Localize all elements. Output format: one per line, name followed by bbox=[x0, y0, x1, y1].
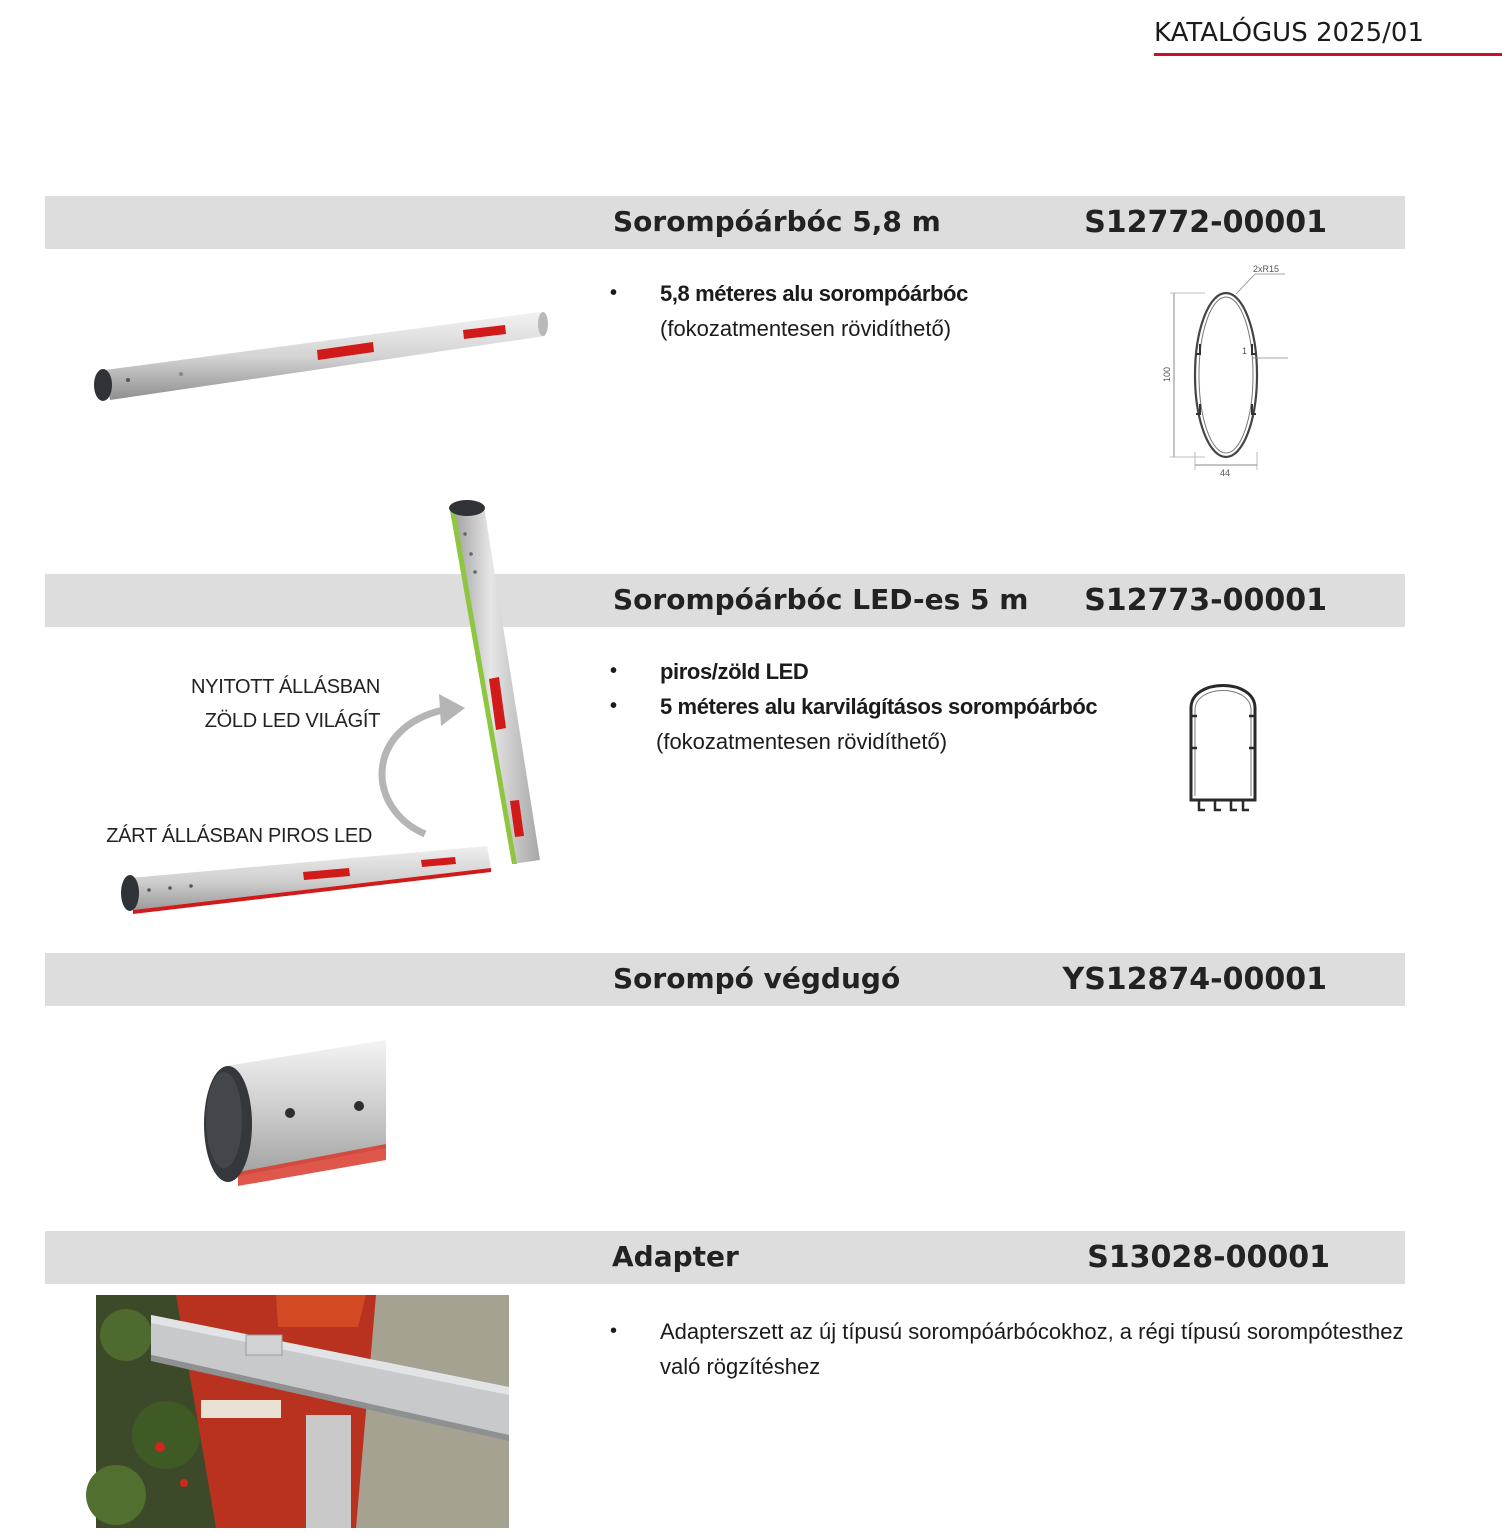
feature-item: • Adapterszett az új típusú sorompóárbócokhoz, a régi típusú sorompótesthez való rögzítéshez bbox=[610, 1314, 1404, 1384]
open-callout-line1: NYITOTT ÁLLÁSBAN bbox=[191, 676, 380, 698]
product-name: Sorompóárbóc 5,8 m bbox=[613, 205, 941, 238]
product-name: Sorompóárbóc LED-es 5 m bbox=[613, 583, 1029, 616]
boom-image-1 bbox=[85, 300, 565, 420]
feature-item: • 5 méteres alu karvilágításos sorompóárbóc (fokozatmentesen rövidíthető) bbox=[610, 689, 1097, 759]
profile-drawing-oval bbox=[1160, 262, 1300, 482]
product-code: YS12874-00001 bbox=[1062, 962, 1327, 997]
profile-drawing-led bbox=[1185, 668, 1265, 814]
feature-subtext: való rögzítéshez bbox=[660, 1354, 821, 1379]
open-callout-line2: ZÖLD LED VILÁGÍT bbox=[204, 710, 380, 732]
led-boom-closed-image bbox=[115, 838, 505, 928]
end-cap-image bbox=[198, 1036, 388, 1196]
rotation-arrow-icon bbox=[365, 688, 475, 838]
feature-subtext: (fokozatmentesen rövidíthető) bbox=[660, 316, 952, 341]
drawing-height-label: 100 bbox=[1162, 366, 1172, 382]
feature-subtext: (fokozatmentesen rövidíthető) bbox=[656, 729, 948, 754]
adapter-photo bbox=[96, 1295, 509, 1528]
catalog-label: KATALÓGUS 2025/01 bbox=[1154, 18, 1424, 48]
product-code: S13028-00001 bbox=[1087, 1240, 1330, 1275]
feature-list-2 bbox=[610, 654, 1097, 759]
product-code: S12773-00001 bbox=[1084, 583, 1327, 618]
drawing-width-label: 44 bbox=[1220, 468, 1231, 478]
feature-item: • 5,8 méteres alu sorompóárbóc (fokozatmentesen rövidíthető) bbox=[610, 276, 968, 346]
product-name: Sorompó végdugó bbox=[613, 962, 901, 995]
product-header-2 bbox=[45, 574, 1405, 627]
drawing-radius-label: 2xR15 bbox=[1253, 264, 1280, 274]
product-code: S12772-00001 bbox=[1084, 205, 1327, 240]
feature-item: • piros/zöld LED bbox=[610, 654, 1097, 689]
product-header-3 bbox=[45, 953, 1405, 1006]
product-header-1 bbox=[45, 196, 1405, 249]
feature-list-4 bbox=[610, 1314, 1404, 1384]
drawing-wall-label: 1 bbox=[1242, 346, 1248, 356]
product-header-4 bbox=[45, 1231, 1405, 1284]
feature-list-1 bbox=[610, 276, 968, 346]
product-name: Adapter bbox=[612, 1240, 739, 1273]
open-state-callout bbox=[120, 670, 380, 738]
closed-state-callout: ZÁRT ÁLLÁSBAN PIROS LED bbox=[106, 825, 372, 847]
catalog-header bbox=[1154, 16, 1502, 56]
